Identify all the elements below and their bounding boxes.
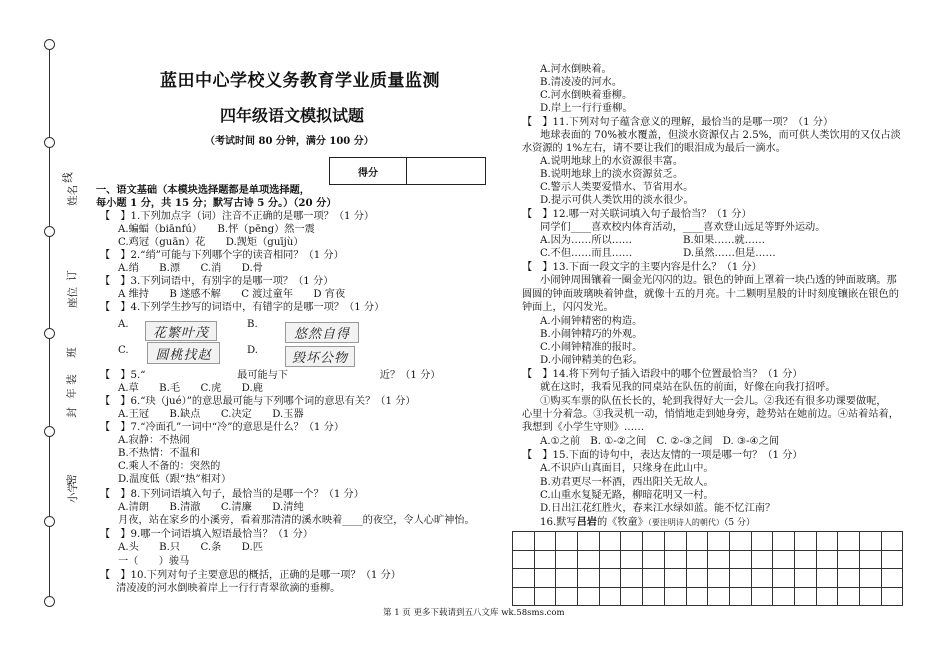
question-line: 【 】12.哪一对关联词填入句子最恰当？（1 分）	[522, 209, 752, 220]
question-line: C.山重水复疑无路，柳暗花明又一村。	[540, 490, 714, 501]
question-line: B.小闹钟精巧的外观。	[540, 329, 643, 340]
margin-name-label: 姓名	[67, 185, 79, 206]
grid-row	[513, 550, 903, 569]
binding-circle	[44, 226, 55, 237]
page-footer: 第 1 页 更多下载请到五八文库 wk.58sms.com	[383, 608, 565, 618]
margin-mount-label: 装	[65, 374, 78, 385]
margin-class-label: 班	[65, 347, 78, 358]
q16-author: 吕岩	[576, 516, 597, 528]
score-box	[329, 157, 486, 185]
exam-subtitle: 四年级语文模拟试题	[220, 106, 365, 125]
question-line: A.寂静：不热闹	[118, 435, 190, 446]
question-line: 小闹钟周围镶着一圈金光闪闪的边。银色的钟面上罩着一块凸透的钟面玻璃。那	[530, 275, 897, 286]
question-line: 【 】7.“冷面孔”一词中“冷”的意思是什么？（1 分）	[100, 422, 345, 433]
question-line: A.因为……所以…… B.如果……就……	[540, 235, 766, 246]
question-line: 圆圆的钟面玻璃映着钟盘，就像十五的月亮。十二颗明星般的计时刻度镶嵌在银色的	[522, 289, 899, 300]
question-line: 月夜，站在家乡的小溪旁，看着那清清的溪水映着____的夜空，令人心旷神怡。	[108, 515, 475, 526]
question-line: C.乘人不备的：突然的	[118, 461, 221, 472]
margin-seat-label: 座位	[67, 287, 79, 308]
question-line: C.鸡冠（guān）花 D.觊矩（guījù）	[118, 237, 304, 248]
exam-title: 蓝田中心学校义务教育学业质量监测	[160, 71, 440, 91]
q16-poem: 的《牧童》	[596, 517, 648, 528]
question-line: C.河水倒映着垂柳。	[540, 90, 633, 101]
grid-row	[513, 532, 903, 551]
binding-circle	[44, 137, 55, 148]
margin-line-label: 线	[61, 172, 74, 183]
question-line: 【 】2.“绡”可能与下列哪个字的读音相同？（1 分）	[100, 250, 344, 261]
section-heading-2: 每小题 1 分，共 15 分；默写古诗 5 分。）（20 分）	[96, 197, 337, 209]
question-line: 【 】5.“ 最可能与下 近？（1 分）	[100, 370, 441, 381]
question-line: B.劝君更尽一杯酒，西出阳关无故人。	[540, 477, 714, 488]
margin-grade-label: 年	[65, 388, 78, 399]
question-line: C.警示人类要爱惜水、节省用水。	[540, 182, 694, 193]
question-line: 【 】14.将下列句子插入语段中的哪个位置最恰当？（1 分）	[522, 369, 803, 380]
question-line: A.不识庐山真面目，只缘身在此山中。	[540, 463, 714, 474]
question-line: A.河水倒映着。	[540, 64, 612, 75]
question-line: 我想到《小学生守则》……	[522, 422, 645, 433]
binding-circle	[44, 328, 55, 339]
question-line: D.岸上一行行垂柳。	[540, 103, 633, 114]
margin-school-label: 小学	[67, 482, 79, 503]
question-line: 【 】6.“玦（jué）”的意思最可能与下列哪个词的意思有关？（1 分）	[100, 396, 416, 407]
question-line: B.清凌凌的河水。	[540, 77, 623, 88]
question-line: A.王冠 B.缺点 C.决定 D.玉器	[118, 409, 304, 420]
score-label: 得分	[330, 158, 407, 184]
binding-circle	[44, 516, 55, 527]
q4-option-d-label: D.	[247, 345, 259, 356]
question-line: D.日出江花红胜火，春来江水绿如蓝。能不忆江南？	[540, 503, 776, 514]
binding-circle	[44, 596, 55, 607]
question-line: 钟面上，闪闪发光。	[522, 302, 614, 313]
binding-circle	[44, 426, 55, 437]
question-line: 【 】10.下列对句子主要意思的概括，正确的是哪一项？（1 分）	[100, 570, 401, 581]
margin-bind-label: 订	[65, 270, 78, 281]
question-line: A.绡 B.漂 C.消 D.骨	[118, 263, 263, 274]
writing-grid[interactable]	[512, 531, 903, 606]
q16-label: 16.默写	[540, 517, 577, 528]
binding-circle	[44, 39, 55, 50]
question-line: 【 】13.下面一段文字的主要内容是什么？（1 分）	[522, 262, 762, 273]
question-line: B.说明地球上的淡水资源贫乏。	[540, 169, 684, 180]
question-line: A.头 B.只 C.条 D.匹	[118, 542, 263, 553]
grid-row	[513, 569, 903, 588]
q16-note: （要注明诗人的朝代）	[647, 518, 724, 527]
q4-option-c-image: 圆桃找赵	[147, 342, 220, 364]
question-line: 【 】8.下列词语填入句子，最恰当的是哪一个？（1 分）	[100, 489, 364, 500]
question-line: A.蝙蝠（biānfú） B.怦（pēng）然一震	[118, 224, 315, 235]
question-line: A 维持 B 遂感不解 C 渡过童年 D 宵夜	[118, 289, 346, 300]
question-line: 【 】9.哪一个词语填入短语最恰当？（1 分）	[100, 529, 314, 540]
question-line: D.温度低（跟“热”相对）	[118, 474, 232, 485]
question-line: 心里十分着急。③我灵机一动，悄悄地走到她身旁，趁势站在她前边。④站着站着，	[522, 409, 899, 420]
question-line: C.小闹钟精准的报时。	[540, 342, 643, 353]
question-line: 【 】15.下面的诗句中，表达友情的一项是哪一句？（1 分）	[522, 450, 803, 461]
exam-time-note: （考试时间 80 分钟，满分 100 分）	[205, 136, 374, 147]
question-line: 【 】11.下列对句子蕴含意义的理解，最恰当的是哪一项？（1 分）	[522, 117, 834, 128]
question-line: 【 】3.下列词语中，有别字的是哪一项？（1 分）	[100, 276, 334, 287]
question-line: A.①之前 B. ①-②之间 C. ②-③之间 D. ③-④之间	[540, 436, 780, 447]
question-line: A.草 B.毛 C.虎 D.鹿	[118, 383, 263, 394]
question-line: 一（ ）骏马	[118, 556, 190, 567]
question-line: D.小闹钟精美的色彩。	[540, 355, 643, 366]
grid-row	[513, 587, 903, 606]
q4-option-c-label: C.	[118, 345, 129, 356]
q4-option-b-label: B.	[247, 319, 258, 330]
question-line: ①购买车票的队伍长长的，轮到我得好大一会儿。②我还有很多功课要做呢，	[530, 396, 887, 407]
margin-secret-label: 密	[65, 474, 78, 485]
question-line: 【 】1.下列加点字（词）注音不正确的是哪一项？（1 分）	[100, 211, 375, 222]
section-heading: 一、语文基础（本模块选择题都是单项选择题，	[96, 184, 310, 196]
margin-seal-label: 封	[65, 407, 78, 418]
q4-option-a-image: 花繁叶茂	[145, 321, 217, 341]
question-line: B.不热情：不温和	[118, 448, 201, 459]
question-line: 地球表面的 70%被水覆盖，但淡水资源仅占 2.5%，而可供人类饮用的又仅占淡	[530, 130, 901, 141]
question-line: 同学们____喜欢校内体育活动，____喜欢登山远足等野外运动。	[530, 222, 826, 233]
question-line: 清凌凌的河水倒映着岸上一行行青翠欲滴的垂柳。	[106, 583, 341, 594]
question-line: 就在这时，我看见我的同桌站在队伍的前面，好像在向我打招呼。	[530, 382, 836, 393]
q4-option-a-label: A.	[118, 319, 129, 330]
q4-option-b-image: 悠然自得	[285, 322, 359, 343]
question-line: D.提示可供人类饮用的淡水很少。	[540, 195, 694, 206]
question-line: 【 】4.下列学生抄写的词语中，有错字的是哪一项？（1 分）	[100, 302, 385, 313]
question-line: A.清朗 B.清澈 C.清廉 D.清纯	[118, 502, 304, 513]
q4-option-d-image: 毁坏公物	[285, 346, 355, 367]
question-line: 水资源的 1%左右，请不要让我们的眼泪成为最后一滴水。	[522, 143, 786, 154]
q16-line	[540, 516, 755, 530]
question-line: C.不但……而且…… D.虽然……但是……	[540, 248, 776, 259]
q16-score: （5 分）	[723, 518, 755, 528]
question-line: A.小闹钟精密的构造。	[540, 316, 643, 327]
question-line: A.说明地球上的水资源很丰富。	[540, 156, 684, 167]
